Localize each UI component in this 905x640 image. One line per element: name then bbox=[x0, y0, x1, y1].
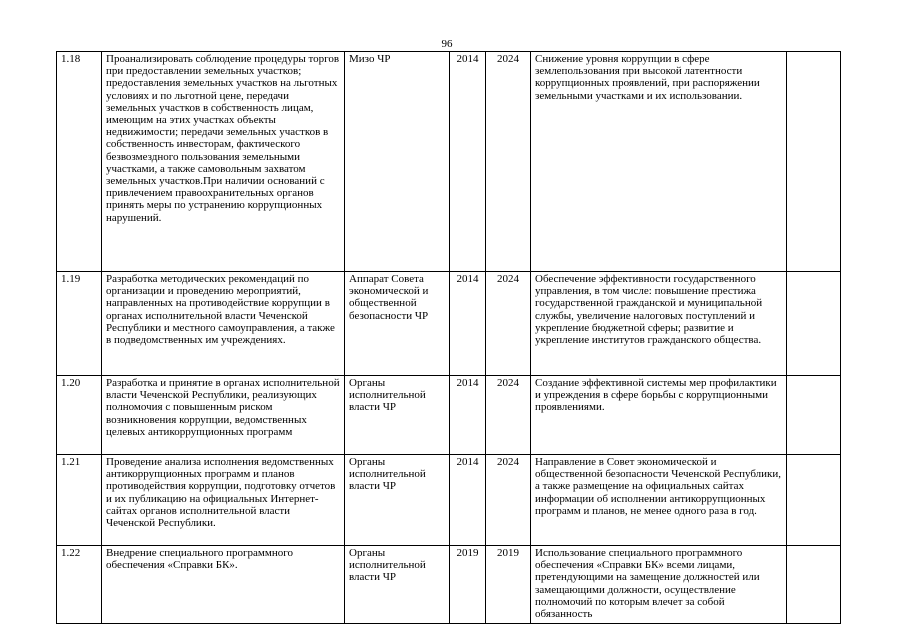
end-year-cell: 2019 bbox=[486, 546, 531, 624]
row-number: 1.21 bbox=[57, 455, 102, 546]
result-cell: Создание эффективной системы мер профилактики и упреждения в сфере борьбы с коррупционными проявлениями. bbox=[531, 376, 787, 455]
executor-cell: Органы исполнительной власти ЧР bbox=[345, 455, 450, 546]
row-number: 1.18 bbox=[57, 52, 102, 272]
measure-cell: Внедрение специального программного обеспечения «Справки БК». bbox=[102, 546, 345, 624]
end-year-cell: 2024 bbox=[486, 52, 531, 272]
start-year-cell: 2019 bbox=[450, 546, 486, 624]
table-row bbox=[57, 52, 841, 272]
end-year-cell: 2024 bbox=[486, 272, 531, 376]
end-year-cell: 2024 bbox=[486, 455, 531, 546]
row-number: 1.20 bbox=[57, 376, 102, 455]
start-year-cell: 2014 bbox=[450, 272, 486, 376]
result-cell: Направление в Совет экономической и общественной безопасности Чеченской Республики, а также размещение на официальных сайтах информации об исполнении антикоррупционных программ и планов, не менее одного раза в год. bbox=[531, 455, 787, 546]
result-cell: Снижение уровня коррупции в сфере землепользования при высокой латентности коррупционных проявлений, при распоряжении земельными участками и их использовании. bbox=[531, 52, 787, 272]
measure-cell: Разработка методических рекомендаций по организации и проведению мероприятий, направленных на противодействие коррупции в органах исполнительной власти Чеченской Республики и местного самоуправления, а также в подведомственных им учреждениях. bbox=[102, 272, 345, 376]
start-year-cell: 2014 bbox=[450, 455, 486, 546]
result-cell: Обеспечение эффективности государственного управления, в том числе: повышение престижа государственной гражданской и муниципальной службы, увеличение налоговых поступлений и укрепление бюджетной сферы; развитие и укрепление институтов гражданского общества. bbox=[531, 272, 787, 376]
extra-cell bbox=[787, 52, 841, 272]
executor-cell: Органы исполнительной власти ЧР bbox=[345, 546, 450, 624]
table-row bbox=[57, 376, 841, 455]
start-year-cell: 2014 bbox=[450, 376, 486, 455]
extra-cell bbox=[787, 376, 841, 455]
table-row bbox=[57, 546, 841, 624]
row-number: 1.19 bbox=[57, 272, 102, 376]
executor-cell: Мизо ЧР bbox=[345, 52, 450, 272]
page-number: 96 bbox=[441, 38, 453, 50]
table-row bbox=[57, 455, 841, 546]
measure-cell: Разработка и принятие в органах исполнительной власти Чеченской Республики, реализующих полномочия с повышенным риском возникновения коррупции, ведомственных целевых антикоррупционных программ bbox=[102, 376, 345, 455]
extra-cell bbox=[787, 455, 841, 546]
result-cell: Использование специального программного обеспечения «Справки БК» всеми лицами, претендующими на замещение должностей или замещающими должности, осуществление полномочий по которым влечет за собой обязанность bbox=[531, 546, 787, 624]
executor-cell: Органы исполнительной власти ЧР bbox=[345, 376, 450, 455]
measures-table bbox=[56, 51, 841, 624]
measure-cell: Проанализировать соблюдение процедуры торгов при предоставлении земельных участков; предоставления земельных участков на льготных условиях и по льготной цене, передачи земельных участков в собственность лицам, имеющим на этих участках объекты недвижимости; передачи земельных участков в собственность инвесторам, фактического безвозмездного пользования земельными участками, а также самовольным захватом земельных участков.При наличии оснований с привлечением правоохранительных органов принять меры по устранению коррупционных нарушений. bbox=[102, 52, 345, 272]
row-number: 1.22 bbox=[57, 546, 102, 624]
extra-cell bbox=[787, 546, 841, 624]
executor-cell: Аппарат Совета экономической и общественной безопасности ЧР bbox=[345, 272, 450, 376]
table-row bbox=[57, 272, 841, 376]
measure-cell: Проведение анализа исполнения ведомственных антикоррупционных программ и планов противодействия коррупции, подготовку отчетов и их публикацию на официальных Интернет-сайтах органов исполнительной власти Чеченской Республики. bbox=[102, 455, 345, 546]
extra-cell bbox=[787, 272, 841, 376]
end-year-cell: 2024 bbox=[486, 376, 531, 455]
start-year-cell: 2014 bbox=[450, 52, 486, 272]
